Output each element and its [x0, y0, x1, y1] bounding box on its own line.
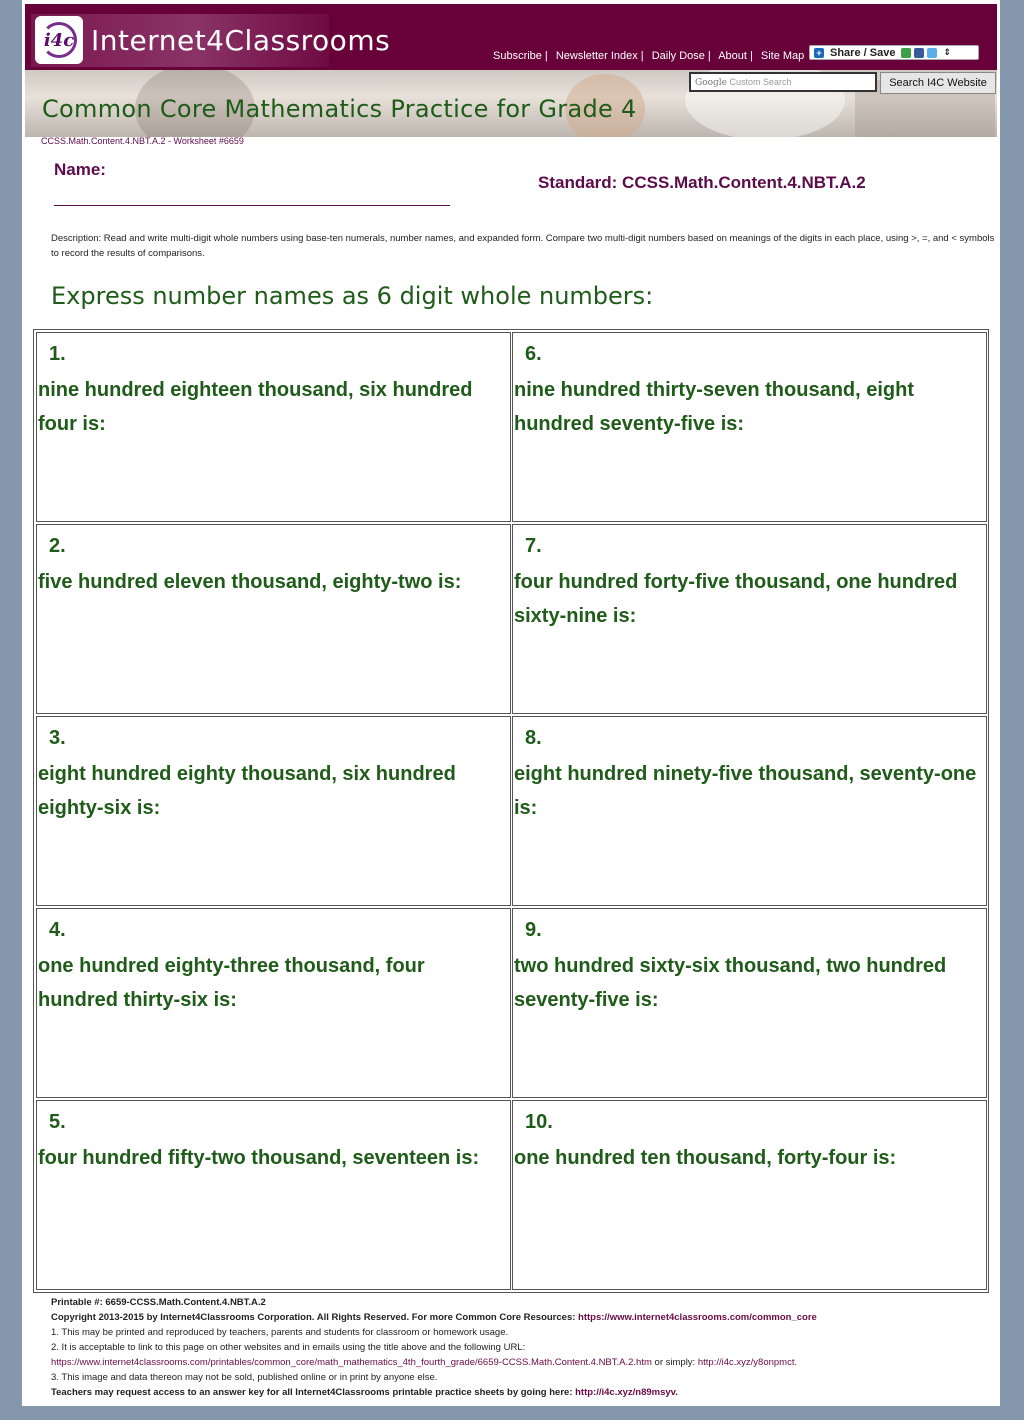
question-number: 8. [525, 727, 542, 749]
logo-badge-text: i4c [43, 29, 75, 51]
share-dropdown-icon: ⇕ [943, 47, 951, 57]
question-number: 3. [49, 727, 66, 749]
question-number: 4. [49, 919, 66, 941]
page-title: Common Core Mathematics Practice for Grade 4 [42, 95, 637, 123]
nav-separator: | [707, 50, 711, 62]
worksheet-page [22, 0, 1000, 1406]
twitter-icon[interactable] [927, 48, 937, 58]
question-text: four hundred forty-five thousand, one hundred sixty-nine is: [514, 571, 958, 627]
nav-newsletter-index[interactable]: Newsletter Index [555, 50, 638, 62]
instructions: Express number names as 6 digit whole numbers: [51, 282, 654, 310]
email-share-icon[interactable] [901, 48, 911, 58]
question-cell [36, 1100, 511, 1290]
question-text: eight hundred eighty thousand, six hundred eighty-six is: [38, 763, 456, 819]
question-grid [33, 329, 989, 1293]
logo-text: Internet4Classrooms [91, 24, 391, 57]
nav-subscribe[interactable]: Subscribe [493, 50, 542, 62]
nav-separator: | [749, 50, 753, 62]
question-text: four hundred fifty-two thousand, seventeen is: [38, 1147, 480, 1169]
question-cell [512, 524, 987, 714]
worksheet-id: CCSS.Math.Content.4.NBT.A.2 - Worksheet #6659 [41, 136, 244, 146]
question-number: 1. [49, 343, 66, 365]
question-cell [36, 716, 511, 906]
question-cell [512, 332, 987, 522]
logo-ring-icon [41, 22, 77, 58]
worksheet-url-link[interactable]: https://www.internet4classrooms.com/printables/common_core/math_mathematics_4th_fourth_grade/6659-CCSS.Math.Content.4.NBT.A.2.htm [51, 1357, 652, 1368]
question-cell [512, 908, 987, 1098]
question-text: nine hundred thirty-seven thousand, eight hundred seventy-five is: [514, 379, 915, 435]
share-save-button[interactable] [809, 45, 979, 60]
answer-key-link[interactable]: http://i4c.xyz/n89msyv [575, 1387, 676, 1398]
usage-line-3: 3. This image and data thereon may not be sold, published online or in print by anyone else. [51, 1372, 438, 1383]
question-cell [36, 332, 511, 522]
question-cell [36, 908, 511, 1098]
footer [51, 1295, 995, 1400]
question-text: one hundred ten thousand, forty-four is: [514, 1147, 897, 1169]
question-number: 9. [525, 919, 542, 941]
nav-separator: | [640, 50, 644, 62]
standard-label: Standard: CCSS.Math.Content.4.NBT.A.2 [538, 173, 866, 192]
site-logo[interactable] [31, 14, 391, 67]
question-number: 6. [525, 343, 542, 365]
teachers-line: Teachers may request access to an answer key for all Internet4Classrooms printable practice sheets by going here: http://i4c.xyz/n89msyv. [51, 1387, 678, 1398]
common-core-link[interactable]: https://www.internet4classrooms.com/common_core [578, 1312, 817, 1323]
question-text: nine hundred eighteen thousand, six hundred four is: [38, 379, 473, 435]
question-number: 7. [525, 535, 542, 557]
question-number: 2. [49, 535, 66, 557]
question-cell [512, 1100, 987, 1290]
share-label: Share / Save [830, 46, 896, 59]
name-line [54, 205, 450, 206]
copyright-line [51, 1310, 995, 1325]
printable-number: Printable #: 6659-CCSS.Math.Content.4.NBT.A.2 [51, 1297, 266, 1308]
copyright-text: Copyright 2013-2015 by Internet4Classrooms Corporation. All Rights Reserved. For more Common Core Resources: [51, 1312, 576, 1323]
nav-site-map[interactable]: Site Map [760, 50, 805, 62]
site-header [25, 4, 997, 70]
usage-line-2: 2. It is acceptable to link to this page on other websites and in emails using the title above and the following URL: [51, 1342, 526, 1353]
nav-separator: | [544, 50, 548, 62]
name-label: Name: [54, 160, 106, 179]
search-placeholder: Custom Search [729, 77, 792, 87]
url-line: https://www.internet4classrooms.com/printables/common_core/math_mathematics_4th_fourth_grade/6659-CCSS.Math.Content.4.NBT.A.2.htm or simply: http://i4c.xyz/y8onpmct. [51, 1357, 798, 1368]
usage-line-1: 1. This may be printed and reproduced by teachers, parents and students for classroom or homework usage. [51, 1327, 509, 1338]
question-text: five hundred eleven thousand, eighty-two is: [38, 571, 462, 593]
google-logo: Google [695, 78, 727, 88]
facebook-icon[interactable] [914, 48, 924, 58]
question-number: 5. [49, 1111, 66, 1133]
question-text: two hundred sixty-six thousand, two hundred seventy-five is: [514, 955, 947, 1011]
nav-daily-dose[interactable]: Daily Dose [651, 50, 705, 62]
question-cell [36, 524, 511, 714]
share-plus-icon: + [814, 48, 824, 58]
search-input[interactable] [689, 72, 877, 92]
nav-about[interactable]: About [718, 50, 747, 62]
top-nav [493, 50, 804, 62]
question-text: eight hundred ninety-five thousand, seventy-one is: [514, 763, 977, 819]
search-button[interactable]: Search I4C Website [880, 72, 996, 94]
or-simply-text: or simply: [654, 1357, 696, 1368]
description: Description: Read and write multi-digit whole numbers using base-ten numerals, number names, and expanded form. Compare two multi-digit numbers based on meanings of the digits in each place, using >, =, and < symbols to record the results of comparisons. [51, 233, 995, 259]
logo-badge [35, 16, 83, 64]
question-number: 10. [525, 1111, 553, 1133]
question-cell [512, 716, 987, 906]
short-url-link[interactable]: http://i4c.xyz/y8onpmct [697, 1357, 795, 1368]
question-text: one hundred eighty-three thousand, four hundred thirty-six is: [38, 955, 425, 1011]
teachers-text: Teachers may request access to an answer key for all Internet4Classrooms printable practice sheets by going here: [51, 1387, 573, 1398]
